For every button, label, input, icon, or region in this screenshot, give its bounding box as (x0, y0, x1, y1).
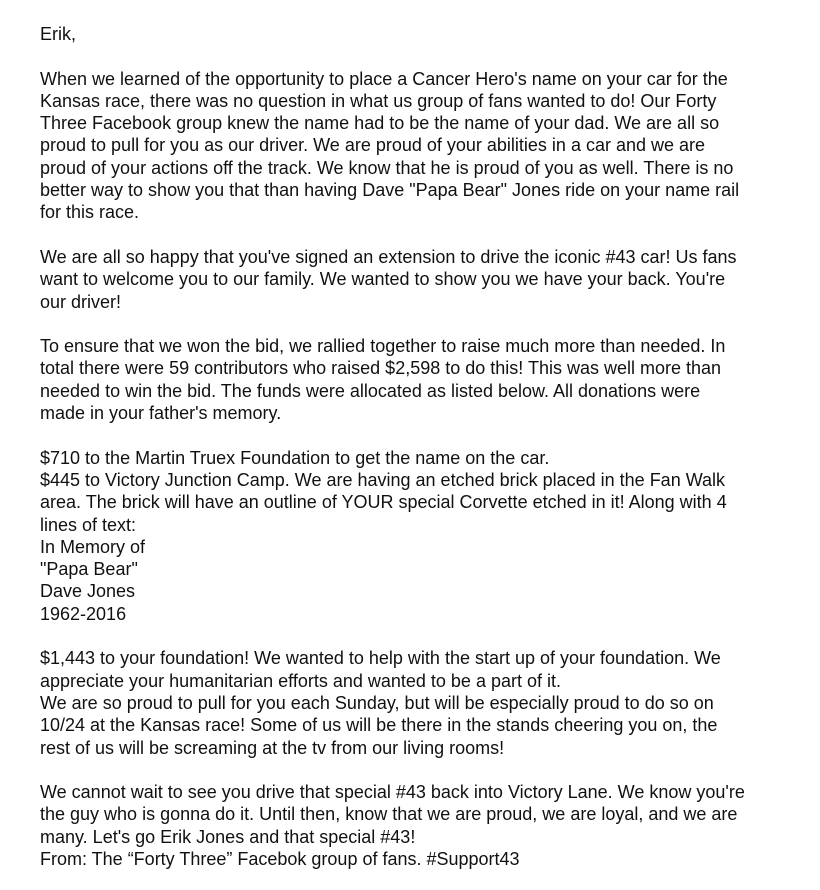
text-line: lines of text: (40, 514, 137, 535)
brick-text-line: In Memory of (40, 536, 146, 557)
text-line: total there were 59 contributors who raised $2,598 to do this! This was well more than (40, 358, 722, 379)
text-line: Three Facebook group knew the name had to be the name of your dad. We are all so (40, 113, 720, 134)
text-line: made in your father's memory. (40, 403, 282, 424)
text-line: needed to win the bid. The funds were allocated as listed below. All donations were (40, 380, 701, 401)
greeting: Erik, (40, 24, 76, 44)
text-line: $1,443 to your foundation! We wanted to help with the start up of your foundation. We (40, 648, 721, 669)
text-line: proud to pull for you as our driver. We are proud of your abilities in a car and we are (40, 135, 706, 156)
paragraph-opportunity (40, 68, 810, 224)
brick-text-line: 1962-2016 (40, 603, 127, 624)
brick-text-line: "Papa Bear" (40, 559, 138, 580)
letter-body (40, 23, 810, 870)
paragraph-gap (40, 45, 810, 67)
paragraph-gap (40, 224, 810, 246)
text-line: 10/24 at the Kansas race! Some of us will be there in the stands cheering you on, the (40, 715, 718, 736)
text-line: better way to show you that than having Dave "Papa Bear" Jones ride on your name rail (40, 180, 740, 201)
text-line: our driver! (40, 291, 122, 312)
paragraph-foundation (40, 647, 810, 758)
paragraph-gap (40, 625, 810, 647)
text-line: To ensure that we won the bid, we rallied together to raise much more than needed. In (40, 336, 726, 357)
text-line: $710 to the Martin Truex Foundation to get the name on the car. (40, 447, 550, 468)
text-line: When we learned of the opportunity to place a Cancer Hero's name on your car for the (40, 68, 728, 89)
text-line: $445 to Victory Junction Camp. We are having an etched brick placed in the Fan Walk (40, 469, 726, 490)
text-line: proud of your actions off the track. We know that he is proud of you as well. There is no (40, 157, 734, 178)
signature-line: From: The “Forty Three” Facebok group of fans. #Support43 (40, 848, 520, 869)
paragraph-gap (40, 424, 810, 446)
text-line: appreciate your humanitarian efforts and wanted to be a part of it. (40, 670, 561, 691)
text-line: for this race. (40, 202, 140, 223)
text-line: Kansas race, there was no question in what us group of fans wanted to do! Our Forty (40, 90, 717, 111)
text-line: We are so proud to pull for you each Sunday, but will be especially proud to do so on (40, 692, 714, 713)
paragraph-gap (40, 759, 810, 781)
paragraph-gap (40, 313, 810, 335)
paragraph-extension (40, 246, 810, 313)
text-line: We are all so happy that you've signed an extension to drive the iconic #43 car! Us fans (40, 246, 737, 267)
text-line: We cannot wait to see you drive that special #43 back into Victory Lane. We know you're (40, 782, 745, 803)
text-line: want to welcome you to our family. We wanted to show you we have your back. You're (40, 269, 726, 290)
text-line: rest of us will be screaming at the tv from our living rooms! (40, 737, 505, 758)
text-line: area. The brick will have an outline of YOUR special Corvette etched in it! Along with 4 (40, 492, 727, 513)
paragraph-bid (40, 335, 810, 424)
paragraph-allocations (40, 447, 810, 625)
text-line: many. Let's go Erik Jones and that special #43! (40, 826, 416, 847)
brick-text-line: Dave Jones (40, 581, 136, 602)
paragraph-closing (40, 781, 810, 870)
text-line: the guy who is gonna do it. Until then, know that we are proud, we are loyal, and we are (40, 804, 738, 825)
